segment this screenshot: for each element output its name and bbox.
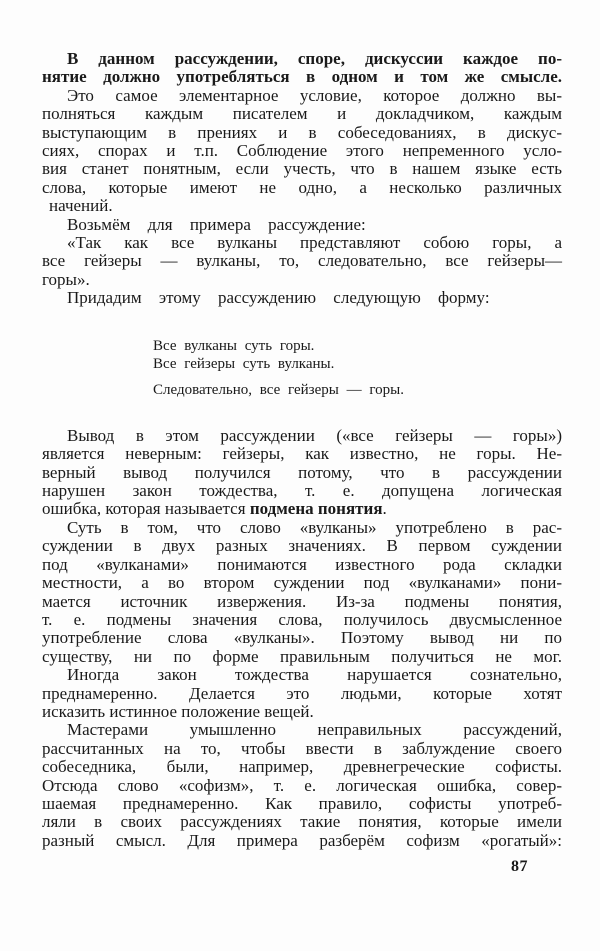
text-line: вия станет понятным, если учесть, что в нашем языке есть bbox=[42, 159, 562, 179]
text-line: нарушен закон тождества, т. е. допущена логическая bbox=[42, 481, 562, 501]
text-line: сиях, спорах и т.п. Соблюдение этого непременного усло- bbox=[42, 141, 562, 161]
text-line: употребление слова «вулканы». Поэтому вывод ни по bbox=[42, 628, 562, 648]
text-line: местности, а во втором суждении под «вулканами» пони- bbox=[42, 573, 562, 593]
text-line: начений. bbox=[49, 196, 113, 216]
text-line: Придадим этому рассуждению следующую форму: bbox=[67, 288, 490, 308]
text-run: . bbox=[382, 499, 387, 519]
text-block bbox=[42, 50, 562, 850]
text-line: Это самое элементарное условие, которое должно вы- bbox=[67, 85, 562, 105]
text-line: разный смысл. Для примера разберём софизм «рогатый»: bbox=[42, 830, 562, 850]
text-line: существу, ни по форме правильным получиться не мог. bbox=[42, 646, 562, 666]
text-line: нятие должно употребляться в одном и том же смысле. bbox=[42, 67, 562, 87]
text-line: Отсюда слово «софизм», т. е. логическая ошибка, совер- bbox=[42, 775, 562, 795]
text-line: полняться каждым писателем и докладчиком, каждым bbox=[42, 104, 562, 124]
text-line: Иногда закон тождества нарушается сознательно, bbox=[67, 665, 562, 685]
text-line: собеседника, были, например, древнегреческие софисты. bbox=[42, 757, 562, 777]
text-run: ошибка, которая называется bbox=[42, 499, 250, 519]
syllogism-line: Следовательно, все гейзеры — горы. bbox=[153, 382, 404, 399]
text-line: под «вулканами» понимаются известного рода складки bbox=[42, 554, 562, 574]
text-line: все гейзеры — вулканы, то, следовательно, все гейзеры— bbox=[42, 251, 562, 271]
text-line: суждении в двух разных значениях. В первом суждении bbox=[42, 536, 562, 556]
syllogism-line: Все гейзеры суть вулканы. bbox=[153, 356, 335, 373]
text-line: преднамеренно. Делается это людьми, которые хотят bbox=[42, 683, 562, 703]
text-line: т. е. подмены значения слова, получилось двусмысленное bbox=[42, 609, 562, 629]
text-line: исказить истинное положение вещей. bbox=[42, 701, 314, 721]
text-line: верный вывод получился потому, что в рассуждении bbox=[42, 462, 562, 482]
text-line: Суть в том, что слово «вулканы» употреблено в рас- bbox=[67, 517, 562, 537]
page-number: 87 bbox=[511, 858, 528, 876]
text-line: Мастерами умышленно неправильных рассуждений, bbox=[67, 720, 562, 740]
text-line: рассчитанных на то, чтобы ввести в заблуждение своего bbox=[42, 738, 562, 758]
text-line: Возьмём для примера рассуждение: bbox=[67, 214, 366, 234]
text-line: мается источник извержения. Из-за подмены понятия, bbox=[42, 591, 562, 611]
text-line: выступающим в прениях и в собеседованиях, в дискус- bbox=[42, 122, 562, 142]
text-line: слова, которые имеют не одно, а несколько различных bbox=[42, 177, 562, 197]
text-line: В данном рассуждении, споре, дискуссии каждое по- bbox=[67, 49, 562, 68]
text-line: является неверным: гейзеры, как известно, не горы. Не- bbox=[42, 444, 562, 464]
text-line: шаемая преднамеренно. Как правило, софисты употреб- bbox=[42, 793, 562, 813]
text-line: горы». bbox=[42, 269, 90, 289]
syllogism-line: Все вулканы суть горы. bbox=[153, 337, 315, 354]
text-line bbox=[42, 500, 562, 518]
text-line: «Так как все вулканы представляют собою горы, а bbox=[67, 233, 562, 253]
text-line: Вывод в этом рассуждении («все гейзеры — горы») bbox=[67, 425, 562, 445]
text-line: ляли в своих рассуждениях такие понятия, которые имели bbox=[42, 812, 562, 832]
bold-term: подмена понятия bbox=[249, 499, 383, 519]
